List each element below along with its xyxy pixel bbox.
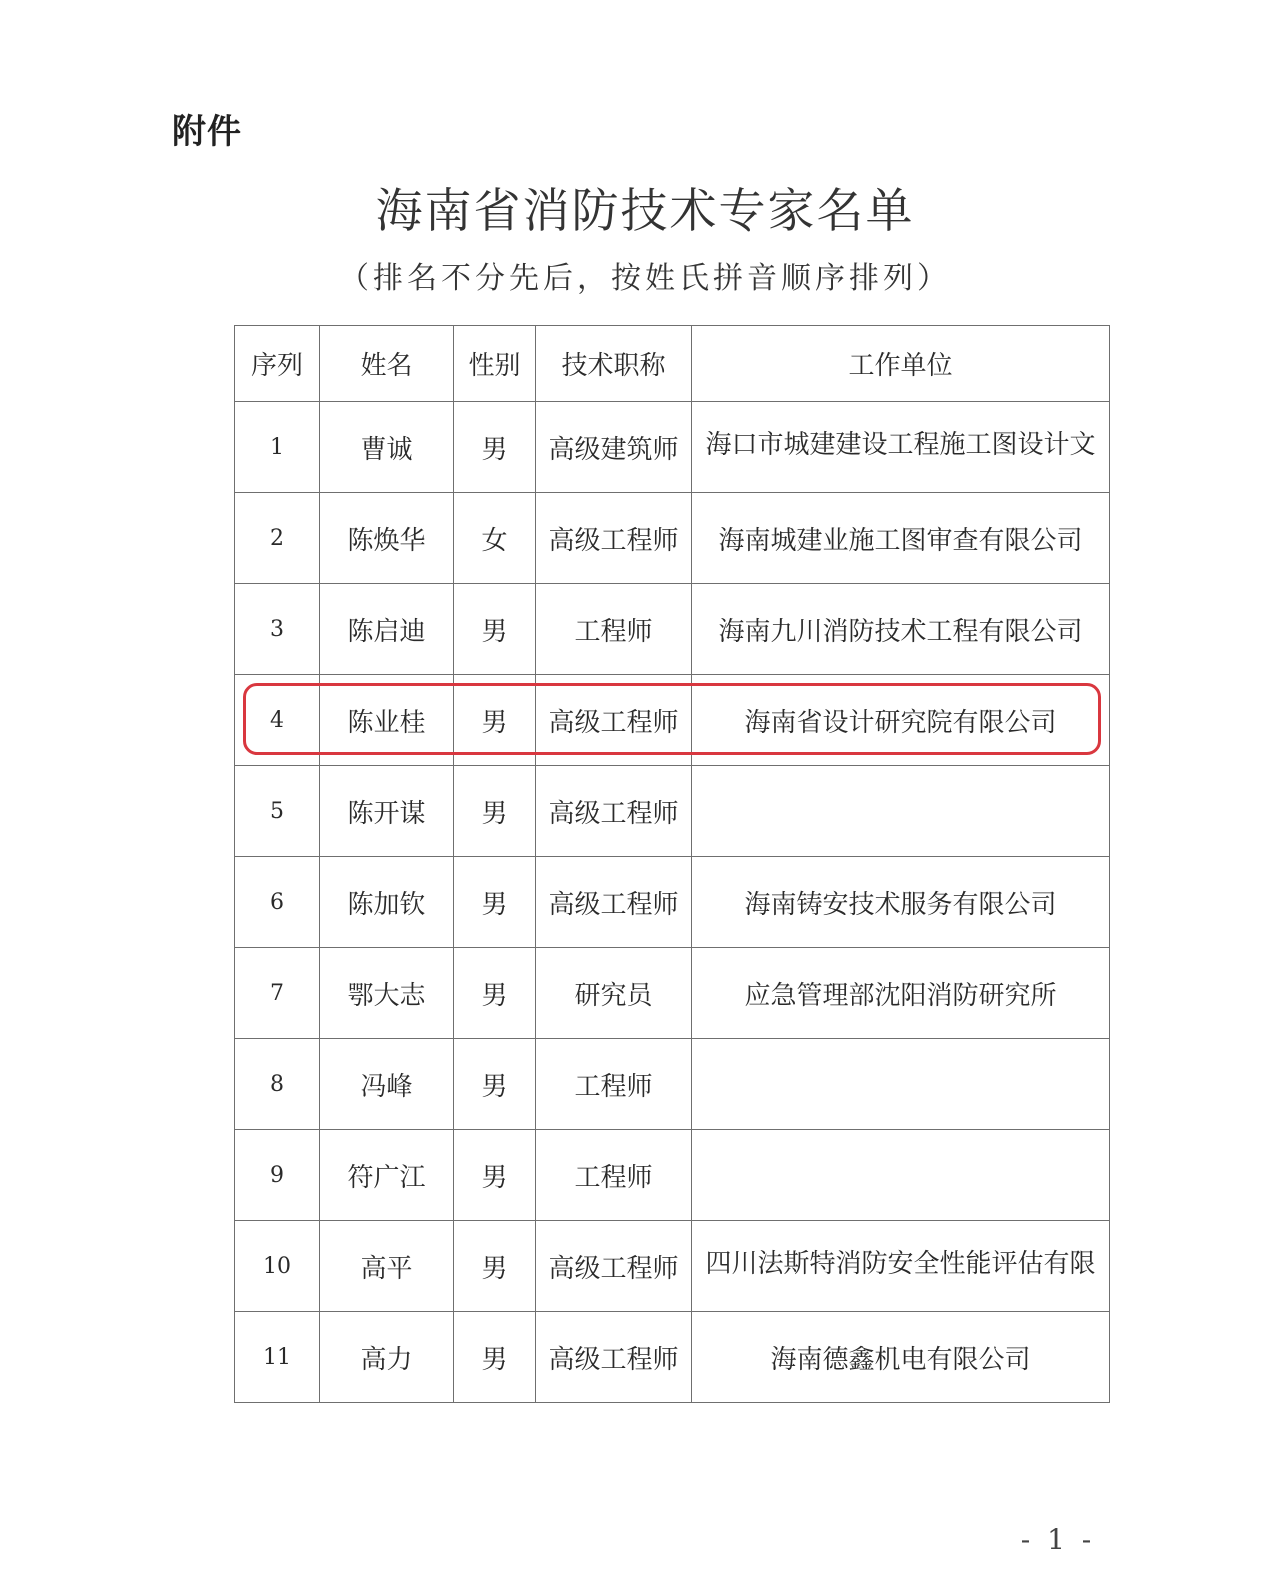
- attachment-label: 附件: [172, 112, 242, 152]
- cell-gender: 男: [454, 584, 536, 675]
- cell-seq: 8: [235, 1039, 320, 1130]
- cell-gender: 女: [454, 493, 536, 584]
- cell-name: 高平: [320, 1221, 454, 1312]
- page-number: - 1 -: [1020, 1523, 1096, 1556]
- header-gender: 性别: [454, 326, 536, 402]
- table-row-highlighted: [235, 675, 1110, 766]
- cell-unit: [692, 1130, 1110, 1221]
- cell-seq: 10: [235, 1221, 320, 1312]
- cell-name: 陈启迪: [320, 584, 454, 675]
- cell-title: 高级工程师: [536, 1312, 692, 1403]
- cell-name: 曹诚: [320, 402, 454, 493]
- cell-name: 陈开谋: [320, 766, 454, 857]
- cell-title: 高级工程师: [536, 857, 692, 948]
- cell-title: 工程师: [536, 584, 692, 675]
- cell-title: 高级工程师: [536, 766, 692, 857]
- header-title: 技术职称: [536, 326, 692, 402]
- cell-title: 高级建筑师: [536, 402, 692, 493]
- cell-title: 高级工程师: [536, 675, 692, 766]
- cell-name: 符广江: [320, 1130, 454, 1221]
- cell-unit: [692, 766, 1110, 857]
- cell-seq: 2: [235, 493, 320, 584]
- cell-seq: 6: [235, 857, 320, 948]
- cell-unit: 海南铸安技术服务有限公司: [692, 857, 1110, 948]
- cell-unit: 应急管理部沈阳消防研究所: [692, 948, 1110, 1039]
- table-header-row: [235, 326, 1110, 402]
- table-row: [235, 584, 1110, 675]
- expert-list-table: [234, 325, 1110, 1403]
- cell-seq: 7: [235, 948, 320, 1039]
- cell-seq: 11: [235, 1312, 320, 1403]
- cell-title: 工程师: [536, 1130, 692, 1221]
- cell-seq: 1: [235, 402, 320, 493]
- cell-seq: 3: [235, 584, 320, 675]
- cell-title: 高级工程师: [536, 1221, 692, 1312]
- cell-unit: 四川法斯特消防安全性能评估有限: [692, 1221, 1110, 1312]
- document-title: 海南省消防技术专家名单: [375, 184, 915, 239]
- cell-gender: 男: [454, 857, 536, 948]
- cell-unit: 海南九川消防技术工程有限公司: [692, 584, 1110, 675]
- cell-gender: 男: [454, 1039, 536, 1130]
- cell-unit: 海南德鑫机电有限公司: [692, 1312, 1110, 1403]
- header-unit: 工作单位: [692, 326, 1110, 402]
- cell-title: 高级工程师: [536, 493, 692, 584]
- cell-seq: 9: [235, 1130, 320, 1221]
- table-row: [235, 402, 1110, 493]
- cell-name: 高力: [320, 1312, 454, 1403]
- cell-gender: 男: [454, 402, 536, 493]
- cell-seq: 4: [235, 675, 320, 766]
- header-seq: 序列: [235, 326, 320, 402]
- cell-name: 冯峰: [320, 1039, 454, 1130]
- cell-gender: 男: [454, 1130, 536, 1221]
- cell-name: 陈焕华: [320, 493, 454, 584]
- cell-gender: 男: [454, 1312, 536, 1403]
- cell-seq: 5: [235, 766, 320, 857]
- table-row: [235, 766, 1110, 857]
- cell-title: 研究员: [536, 948, 692, 1039]
- cell-unit: [692, 1039, 1110, 1130]
- cell-unit: 海南城建业施工图审查有限公司: [692, 493, 1110, 584]
- cell-unit: 海南省设计研究院有限公司: [692, 675, 1110, 766]
- table-row: [235, 857, 1110, 948]
- header-name: 姓名: [320, 326, 454, 402]
- document-subtitle: （排名不分先后，按姓氏拼音顺序排列）: [339, 261, 951, 296]
- table-row: [235, 1039, 1110, 1130]
- cell-gender: 男: [454, 675, 536, 766]
- table-row: [235, 1221, 1110, 1312]
- cell-name: 陈加钦: [320, 857, 454, 948]
- cell-gender: 男: [454, 948, 536, 1039]
- table-row: [235, 493, 1110, 584]
- cell-name: 鄂大志: [320, 948, 454, 1039]
- cell-unit: 海口市城建建设工程施工图设计文: [692, 402, 1110, 493]
- cell-gender: 男: [454, 1221, 536, 1312]
- cell-name: 陈业桂: [320, 675, 454, 766]
- table-row: [235, 1312, 1110, 1403]
- cell-gender: 男: [454, 766, 536, 857]
- table-row: [235, 948, 1110, 1039]
- cell-title: 工程师: [536, 1039, 692, 1130]
- table-row: [235, 1130, 1110, 1221]
